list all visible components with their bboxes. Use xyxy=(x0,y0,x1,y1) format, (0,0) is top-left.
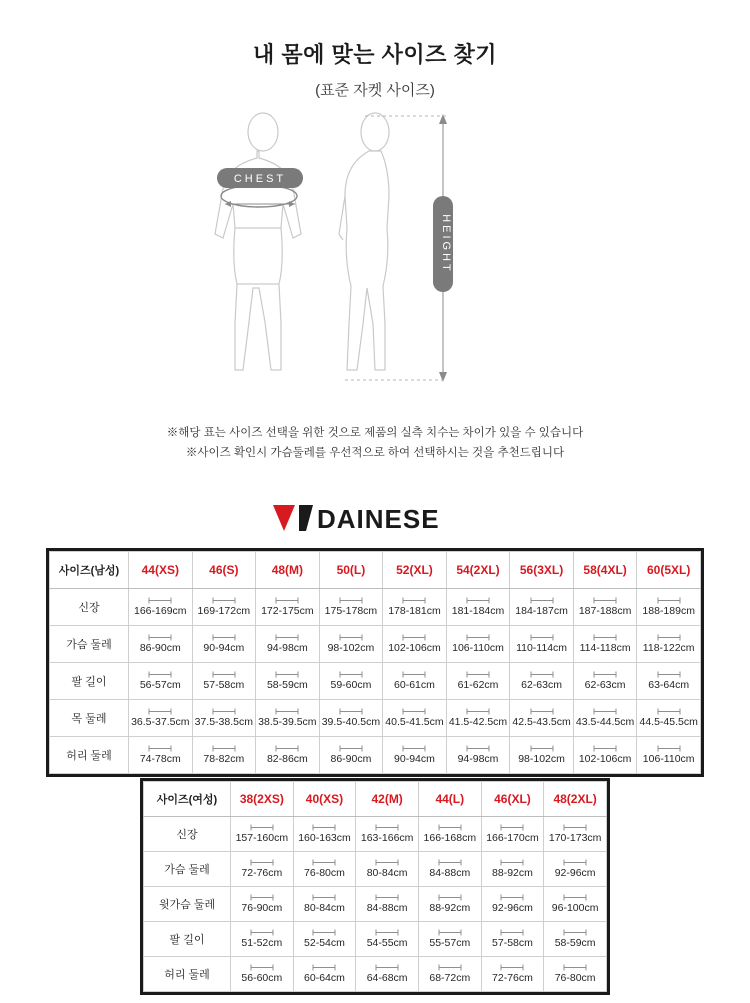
womens-row-label-3: 팔 길이 xyxy=(144,922,231,957)
mens-cell-1-4: 102-106cm xyxy=(383,626,447,663)
mens-cell-2-4: 60-61cm xyxy=(383,663,447,700)
table-header-row xyxy=(50,552,701,589)
womens-cell-1-4: 88-92cm xyxy=(481,852,544,887)
mens-cell-2-7: 62-63cm xyxy=(573,663,637,700)
womens-row-label-1: 가슴 둘레 xyxy=(144,852,231,887)
table-row xyxy=(144,922,607,957)
mens-cell-1-8: 118-122cm xyxy=(637,626,701,663)
womens-cell-0-3: 166-168cm xyxy=(418,817,481,852)
womens-cell-0-5: 170-173cm xyxy=(544,817,607,852)
womens-col-2: 42(M) xyxy=(356,782,419,817)
mens-size-table xyxy=(46,548,704,777)
womens-row-label-0: 신장 xyxy=(144,817,231,852)
mens-corner-label: 사이즈(남성) xyxy=(50,552,129,589)
mens-cell-2-1: 57-58cm xyxy=(192,663,256,700)
mens-cell-4-3: 86-90cm xyxy=(319,737,383,774)
mens-cell-3-4: 40.5-41.5cm xyxy=(383,700,447,737)
mens-cell-2-8: 63-64cm xyxy=(637,663,701,700)
womens-cell-2-4: 92-96cm xyxy=(481,887,544,922)
chest-label-text: CHEST xyxy=(233,173,287,185)
mens-row-label-0: 신장 xyxy=(50,589,129,626)
womens-cell-4-0: 56-60cm xyxy=(231,957,294,992)
mens-cell-0-4: 178-181cm xyxy=(383,589,447,626)
womens-cell-1-2: 80-84cm xyxy=(356,852,419,887)
mens-col-7: 58(4XL) xyxy=(573,552,637,589)
mens-cell-2-3: 59-60cm xyxy=(319,663,383,700)
womens-cell-3-0: 51-52cm xyxy=(231,922,294,957)
mens-cell-0-7: 187-188cm xyxy=(573,589,637,626)
body-measurement-figure xyxy=(0,108,750,408)
table-row xyxy=(144,817,607,852)
mens-cell-4-5: 94-98cm xyxy=(446,737,510,774)
womens-cell-3-4: 57-58cm xyxy=(481,922,544,957)
womens-cell-1-5: 92-96cm xyxy=(544,852,607,887)
womens-cell-2-0: 76-90cm xyxy=(231,887,294,922)
table-row xyxy=(144,887,607,922)
brand-logo xyxy=(0,501,750,541)
womens-cell-0-4: 166-170cm xyxy=(481,817,544,852)
mens-cell-3-3: 39.5-40.5cm xyxy=(319,700,383,737)
mens-cell-4-8: 106-110cm xyxy=(637,737,701,774)
mens-cell-1-0: 86-90cm xyxy=(129,626,193,663)
size-notes xyxy=(0,424,750,463)
womens-corner-label: 사이즈(여성) xyxy=(144,782,231,817)
brand-name: DAINESE xyxy=(317,504,440,535)
womens-col-5: 48(2XL) xyxy=(544,782,607,817)
mens-cell-3-5: 41.5-42.5cm xyxy=(446,700,510,737)
womens-cell-4-2: 64-68cm xyxy=(356,957,419,992)
table-row xyxy=(50,700,701,737)
womens-cell-4-1: 60-64cm xyxy=(293,957,356,992)
mens-col-8: 60(5XL) xyxy=(637,552,701,589)
womens-cell-0-2: 163-166cm xyxy=(356,817,419,852)
mens-cell-2-5: 61-62cm xyxy=(446,663,510,700)
mens-cell-4-6: 98-102cm xyxy=(510,737,574,774)
womens-cell-0-1: 160-163cm xyxy=(293,817,356,852)
mens-cell-0-8: 188-189cm xyxy=(637,589,701,626)
mens-cell-0-2: 172-175cm xyxy=(256,589,320,626)
table-row xyxy=(50,589,701,626)
womens-cell-3-5: 58-59cm xyxy=(544,922,607,957)
womens-cell-1-3: 84-88cm xyxy=(418,852,481,887)
table-row xyxy=(50,626,701,663)
womens-cell-4-4: 72-76cm xyxy=(481,957,544,992)
mannequin-diagram xyxy=(195,108,555,408)
mens-size-table-grid xyxy=(49,551,701,774)
womens-col-1: 40(XS) xyxy=(293,782,356,817)
mens-cell-0-0: 166-169cm xyxy=(129,589,193,626)
mens-cell-4-2: 82-86cm xyxy=(256,737,320,774)
womens-col-4: 46(XL) xyxy=(481,782,544,817)
mens-cell-3-8: 44.5-45.5cm xyxy=(637,700,701,737)
mens-col-3: 50(L) xyxy=(319,552,383,589)
mens-cell-2-6: 62-63cm xyxy=(510,663,574,700)
table-header-row xyxy=(144,782,607,817)
womens-cell-2-3: 88-92cm xyxy=(418,887,481,922)
page-header xyxy=(0,0,750,100)
table-row xyxy=(144,852,607,887)
womens-col-3: 44(L) xyxy=(418,782,481,817)
mens-cell-1-3: 98-102cm xyxy=(319,626,383,663)
table-row xyxy=(50,737,701,774)
mens-row-label-2: 팔 길이 xyxy=(50,663,129,700)
mens-cell-4-0: 74-78cm xyxy=(129,737,193,774)
mens-cell-4-4: 90-94cm xyxy=(383,737,447,774)
mens-cell-3-7: 43.5-44.5cm xyxy=(573,700,637,737)
womens-cell-4-3: 68-72cm xyxy=(418,957,481,992)
womens-cell-2-5: 96-100cm xyxy=(544,887,607,922)
womens-cell-3-1: 52-54cm xyxy=(293,922,356,957)
mens-cell-1-2: 94-98cm xyxy=(256,626,320,663)
mens-col-1: 46(S) xyxy=(192,552,256,589)
mens-col-5: 54(2XL) xyxy=(446,552,510,589)
mens-row-label-3: 목 둘레 xyxy=(50,700,129,737)
mens-cell-3-1: 37.5-38.5cm xyxy=(192,700,256,737)
mens-cell-2-0: 56-57cm xyxy=(129,663,193,700)
womens-cell-2-2: 84-88cm xyxy=(356,887,419,922)
mens-cell-0-3: 175-178cm xyxy=(319,589,383,626)
womens-col-0: 38(2XS) xyxy=(231,782,294,817)
mens-cell-3-0: 36.5-37.5cm xyxy=(129,700,193,737)
womens-row-label-2: 윗가슴 둘레 xyxy=(144,887,231,922)
mens-cell-2-2: 58-59cm xyxy=(256,663,320,700)
page-subtitle: (표준 자켓 사이즈) xyxy=(315,82,435,99)
mens-cell-1-1: 90-94cm xyxy=(192,626,256,663)
womens-size-table xyxy=(140,778,610,995)
womens-cell-3-3: 55-57cm xyxy=(418,922,481,957)
mens-cell-4-1: 78-82cm xyxy=(192,737,256,774)
womens-row-label-4: 허리 둘레 xyxy=(144,957,231,992)
mens-cell-0-6: 184-187cm xyxy=(510,589,574,626)
note-line-1: ※해당 표는 사이즈 선택을 위한 것으로 제품의 실측 치수는 차이가 있을 수 있습니다 xyxy=(166,427,584,439)
womens-cell-2-1: 80-84cm xyxy=(293,887,356,922)
table-row xyxy=(144,957,607,992)
height-label-text: HEIGHT xyxy=(440,214,452,274)
mens-cell-3-2: 38.5-39.5cm xyxy=(256,700,320,737)
mens-col-4: 52(XL) xyxy=(383,552,447,589)
dainese-logo-icon xyxy=(269,501,481,535)
womens-cell-1-1: 76-80cm xyxy=(293,852,356,887)
womens-cell-0-0: 157-160cm xyxy=(231,817,294,852)
mens-col-0: 44(XS) xyxy=(129,552,193,589)
note-line-2: ※사이즈 확인시 가슴둘레를 우선적으로 하여 선택하시는 것을 추천드립니다 xyxy=(185,446,565,459)
mens-cell-0-5: 181-184cm xyxy=(446,589,510,626)
womens-cell-4-5: 76-80cm xyxy=(544,957,607,992)
mens-row-label-4: 허리 둘레 xyxy=(50,737,129,774)
mens-cell-1-5: 106-110cm xyxy=(446,626,510,663)
womens-size-table-grid xyxy=(143,781,607,992)
womens-cell-3-2: 54-55cm xyxy=(356,922,419,957)
page-title: 내 몸에 맞는 사이즈 찾기 xyxy=(253,42,497,67)
mens-cell-0-1: 169-172cm xyxy=(192,589,256,626)
mens-cell-3-6: 42.5-43.5cm xyxy=(510,700,574,737)
height-label-badge xyxy=(433,196,453,292)
table-row xyxy=(50,663,701,700)
chest-label-badge xyxy=(217,168,303,188)
mens-cell-4-7: 102-106cm xyxy=(573,737,637,774)
mens-col-6: 56(3XL) xyxy=(510,552,574,589)
mens-row-label-1: 가슴 둘레 xyxy=(50,626,129,663)
mens-col-2: 48(M) xyxy=(256,552,320,589)
mens-cell-1-7: 114-118cm xyxy=(573,626,637,663)
womens-cell-1-0: 72-76cm xyxy=(231,852,294,887)
mens-cell-1-6: 110-114cm xyxy=(510,626,574,663)
